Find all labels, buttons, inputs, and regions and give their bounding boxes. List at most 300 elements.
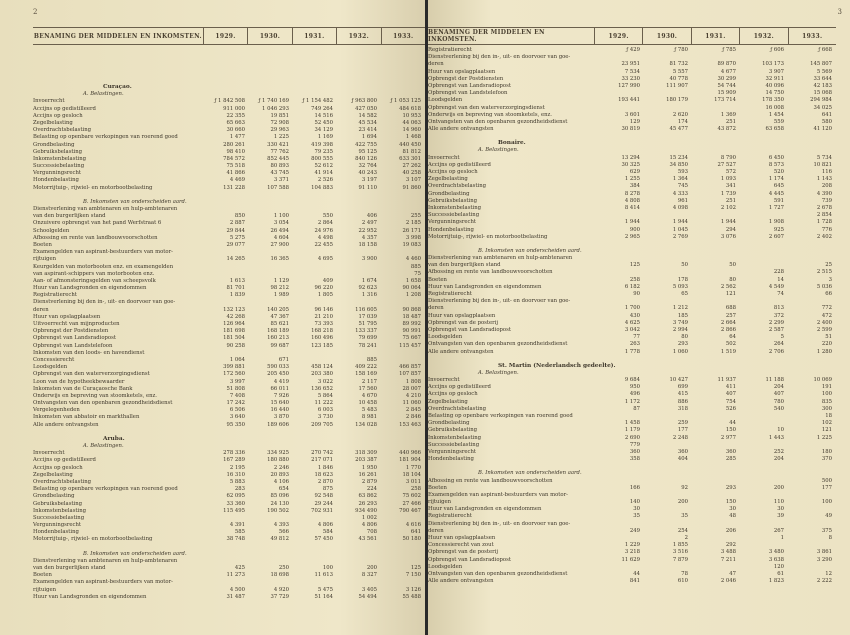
row-value: 754 <box>725 398 736 405</box>
row-value: 78 241 <box>358 342 377 349</box>
row-value: 2 854 <box>816 212 832 219</box>
row-label: Opbrengst van Landstelefoon <box>33 342 113 349</box>
row-value: 285 <box>725 456 736 463</box>
row-value: 116 <box>821 169 832 175</box>
row-value <box>644 105 692 112</box>
row-value: 18 698 <box>270 572 289 579</box>
row-value: 772 <box>821 305 832 312</box>
row-value: 32 911 <box>765 75 784 82</box>
table-row <box>428 262 836 269</box>
row-value <box>788 54 836 61</box>
row-label: Overdrachtsbelasting <box>33 478 92 485</box>
row-value: 16 008 <box>765 104 784 111</box>
row-value: 10 427 <box>669 377 688 384</box>
row-value <box>293 515 337 522</box>
row-value: 2 678 <box>816 204 832 211</box>
row-value: 52 450 <box>314 119 333 126</box>
row-value: 30 <box>633 506 640 513</box>
row-value: 1 944 <box>624 219 640 226</box>
row-value: 559 <box>773 118 784 125</box>
row-label: deren <box>428 61 444 68</box>
row-label: Onderwijs en bepreving van stoomketels, enz. <box>428 111 552 118</box>
row-value: 375 <box>821 527 832 534</box>
row-value: 54 494 <box>358 593 377 600</box>
table-row <box>428 47 836 54</box>
row-value: 688 <box>725 305 736 312</box>
row-value <box>205 350 249 357</box>
subsection-title: B. Inkomsten van onderscheiden aard. <box>478 470 582 477</box>
row-value <box>692 105 740 112</box>
row-value: 4 549 <box>768 283 784 290</box>
header-year: 1932. <box>336 28 380 44</box>
row-value: 3 516 <box>672 549 688 556</box>
row-label: Vergunningsrecht <box>428 219 477 226</box>
table-row <box>428 571 836 578</box>
row-value: 4 806 <box>361 522 377 529</box>
row-label: Loodsgelden <box>428 563 463 570</box>
row-value: 779 <box>629 441 640 448</box>
row-label: Dienstverlening bij den in-, uit- en doorvoer van goe- <box>33 299 176 306</box>
row-value: 1 174 <box>768 176 784 183</box>
row-label: van den burgerlijken stand <box>428 262 501 269</box>
row-value <box>249 271 293 278</box>
row-label: Huur van Landsgronden en eigendommen <box>428 506 542 513</box>
row-value: 7 150 <box>405 572 421 579</box>
row-value: 292 <box>725 542 736 549</box>
table-body <box>33 84 425 601</box>
row-value: 54 744 <box>717 82 736 89</box>
row-value: 5 883 <box>229 478 245 485</box>
table-row <box>33 393 425 400</box>
row-value: 1 658 <box>405 277 421 284</box>
row-value: 526 <box>725 405 736 412</box>
row-value: 11 273 <box>226 572 245 579</box>
row-value: 190 502 <box>267 507 289 514</box>
row-value: 200 <box>677 499 688 506</box>
row-value: 193 441 <box>618 97 640 104</box>
row-value <box>644 442 692 449</box>
row-value: 180 880 <box>267 457 289 464</box>
row-value: 407 <box>773 391 784 398</box>
row-value: 1 839 <box>229 292 245 299</box>
row-value: 50 180 <box>402 536 421 543</box>
table-row <box>33 142 425 149</box>
row-value: 259 <box>677 420 688 427</box>
row-value: 134 028 <box>355 421 377 428</box>
row-value: 404 <box>677 456 688 463</box>
row-value: 6 450 <box>768 154 784 161</box>
row-value <box>381 249 425 256</box>
row-value: 654 <box>278 486 289 493</box>
row-label: Grondbelasting <box>428 420 470 427</box>
row-value: 1 255 <box>624 176 640 183</box>
row-value <box>205 558 249 565</box>
row-value <box>205 264 249 271</box>
row-label: Boeten <box>33 241 52 248</box>
row-value: 1 739 <box>720 190 736 197</box>
row-value: 264 <box>773 341 784 348</box>
row-value: 13 294 <box>621 154 640 161</box>
row-value: 75 518 <box>226 163 245 170</box>
row-value: 18 <box>825 413 832 419</box>
row-value <box>205 579 249 586</box>
row-value <box>644 478 692 485</box>
row-label: Accijns op gedistilleerd <box>428 161 491 168</box>
row-value: 7 211 <box>720 556 736 563</box>
header-year: 1931. <box>691 28 739 44</box>
row-label: rijtuigen <box>33 256 57 263</box>
row-value: 5 864 <box>317 392 333 399</box>
row-value: 3 <box>828 276 832 283</box>
row-label: Opbrengst van Landsradiopost <box>428 556 511 563</box>
row-value: 37 729 <box>270 593 289 600</box>
row-value: 1 212 <box>672 305 688 312</box>
row-value: 440 966 <box>399 450 421 457</box>
row-value: ƒ 668 <box>818 47 832 53</box>
row-value: 520 <box>773 169 784 175</box>
row-value: 911 000 <box>223 105 245 112</box>
row-value: 48 <box>729 513 736 520</box>
row-value: 42 268 <box>226 313 245 320</box>
table-row <box>428 513 836 520</box>
row-value: 409 222 <box>355 364 377 371</box>
row-value: 358 <box>629 456 640 463</box>
row-value: 4 106 <box>273 478 289 485</box>
row-value: 100 <box>821 499 832 506</box>
row-label: Inkomsten van abbatoir en markthallen <box>33 414 140 421</box>
row-label: Inkomsten van den loods- en havendienst <box>33 349 145 356</box>
row-value: 16 440 <box>270 407 289 414</box>
section-title: Curaçao. <box>103 84 132 90</box>
table-body <box>428 47 836 585</box>
row-value: 7 926 <box>273 392 289 399</box>
row-value: 3 480 <box>768 549 784 556</box>
row-value <box>381 579 425 586</box>
row-value: 4 677 <box>720 68 736 75</box>
row-value: 115 457 <box>399 342 421 349</box>
row-value <box>596 90 644 97</box>
row-label: Ontvangsten van den openbaren gezondheidsdienst <box>428 118 568 125</box>
row-value: 34 129 <box>314 127 333 134</box>
table-row <box>428 542 836 549</box>
row-value: 40 096 <box>765 82 784 89</box>
table-row <box>428 549 836 556</box>
row-label: Aan- of afmonsteringsgelden van scheepsvolk <box>33 277 156 284</box>
row-label: rijtuigen <box>428 499 452 506</box>
row-label: van aspirant-schippers van motorbooten enz. <box>33 270 155 277</box>
row-value: 293 <box>725 484 736 491</box>
row-value: 17 242 <box>226 400 245 407</box>
row-value: 1 778 <box>624 348 640 355</box>
row-value <box>205 206 249 213</box>
row-value <box>692 413 740 420</box>
row-value <box>692 521 740 528</box>
row-value: 1 950 <box>361 464 377 471</box>
row-value: 360 <box>629 448 640 455</box>
table-row <box>33 271 425 278</box>
row-value: 950 <box>629 384 640 391</box>
row-value <box>249 299 293 306</box>
row-value: 1 002 <box>361 514 377 521</box>
spacer <box>428 133 836 140</box>
table-header <box>428 27 836 45</box>
row-value: 51 795 <box>358 321 377 327</box>
row-label: Ontvangsten van den openbaren gezondheidsdienst <box>428 341 568 348</box>
row-value: 411 <box>725 384 736 391</box>
row-value: 27 527 <box>717 161 736 168</box>
row-value: 263 <box>629 341 640 348</box>
row-label: van den burgerlijken stand <box>33 565 106 571</box>
row-value: 360 <box>725 448 736 455</box>
row-value: 18 487 <box>402 313 421 320</box>
table-row <box>428 61 836 68</box>
row-value: 185 <box>677 312 688 319</box>
page-number: 3 <box>837 8 842 16</box>
row-value <box>644 212 692 219</box>
table-row <box>428 155 836 162</box>
row-label: Vergunningsrecht <box>428 448 477 455</box>
row-value: 900 <box>629 226 640 233</box>
row-value: 14 516 <box>314 112 333 119</box>
row-value: 749 264 <box>311 105 333 112</box>
row-value: 330 421 <box>267 141 289 148</box>
row-value <box>740 442 788 449</box>
row-value: 2 864 <box>317 220 333 227</box>
table-row <box>428 76 836 83</box>
row-value: 104 883 <box>311 184 333 191</box>
table-row <box>33 594 425 601</box>
row-value: 1 823 <box>768 578 784 585</box>
table-row <box>428 291 836 298</box>
row-value: 5 557 <box>672 68 688 75</box>
row-value: 4 390 <box>816 190 832 197</box>
row-value: 92 548 <box>314 493 333 500</box>
table-row <box>33 472 425 479</box>
row-label: Accijns op gesloch <box>33 112 83 119</box>
row-value: 205 450 <box>267 371 289 378</box>
row-value: 593 <box>677 169 688 175</box>
row-value: 181 504 <box>223 335 245 342</box>
row-value: 77 762 <box>270 148 289 155</box>
row-value: 1 093 <box>720 176 736 183</box>
table-row <box>33 536 425 543</box>
row-value: 79 235 <box>314 148 333 155</box>
row-value: 406 <box>366 213 377 220</box>
row-value: 3 126 <box>405 586 421 593</box>
row-value <box>740 298 788 305</box>
row-value: 4 333 <box>672 190 688 197</box>
row-value: 85 621 <box>270 321 289 327</box>
row-value: 2 706 <box>768 348 784 355</box>
row-label: Gebruiksbelasting <box>428 197 478 204</box>
row-value: 4 445 <box>768 190 784 197</box>
row-value: 150 <box>725 499 736 506</box>
row-value: 1 046 293 <box>262 105 289 112</box>
row-value <box>644 521 692 528</box>
table-row <box>428 198 836 205</box>
row-value: 115 495 <box>223 507 245 514</box>
row-value: 2 195 <box>229 464 245 471</box>
row-value: 278 336 <box>223 450 245 457</box>
row-value <box>788 442 836 449</box>
table-row <box>428 105 836 112</box>
table-row <box>33 220 425 227</box>
row-value: 168 218 <box>311 328 333 335</box>
row-value: 1 225 <box>273 134 289 141</box>
row-value: 2 185 <box>405 220 421 227</box>
row-value: 55 488 <box>402 593 421 600</box>
row-value: 251 <box>725 118 736 125</box>
row-value: 136 652 <box>311 385 333 392</box>
row-value: 204 <box>773 456 784 463</box>
row-value: 4 098 <box>672 204 688 211</box>
row-value: 641 <box>821 111 832 118</box>
row-value: 419 398 <box>311 141 333 148</box>
row-value: 2 515 <box>816 269 832 276</box>
row-value: 107 588 <box>267 184 289 191</box>
header-label: BENAMING DER MIDDELEN EN INKOMSTEN. <box>33 32 202 40</box>
row-label: Hondenbelasting <box>428 226 474 233</box>
row-value <box>381 357 425 364</box>
row-value: 1 064 <box>229 356 245 363</box>
row-label: Huur van opslagplaatsen <box>428 535 496 541</box>
table-row <box>428 334 836 341</box>
row-label: Afbossing en rente van landbouwvoorschotten <box>428 477 553 484</box>
table-row <box>428 277 836 284</box>
row-value: 18 104 <box>402 471 421 478</box>
row-label: Keurgelden van motorbooten enz. en examengelden <box>33 263 174 270</box>
row-value: 29 963 <box>270 127 289 134</box>
row-value: 5 569 <box>816 68 832 75</box>
spacer <box>33 429 425 436</box>
row-value: 15 068 <box>813 90 832 97</box>
table-row <box>33 529 425 536</box>
row-value: 294 <box>725 226 736 233</box>
row-value: 23 414 <box>358 127 377 134</box>
row-value: 1 454 <box>768 111 784 118</box>
row-value: 96 146 <box>314 306 333 313</box>
row-label: Huur van opslagplaatsen <box>428 312 496 319</box>
row-value: 4 604 <box>273 234 289 241</box>
table-row <box>428 564 836 571</box>
row-value: 51 808 <box>226 385 245 392</box>
row-value: 835 <box>821 398 832 405</box>
row-value: 35 <box>633 513 640 520</box>
row-value <box>205 249 249 256</box>
header-year: 1933. <box>381 28 425 44</box>
row-value <box>644 413 692 420</box>
row-value: 1 477 <box>229 134 245 141</box>
row-value: 16 310 <box>226 471 245 478</box>
row-value: 3 488 <box>720 549 736 556</box>
row-value: 540 <box>773 405 784 412</box>
row-value: 633 301 <box>399 155 421 162</box>
row-label: Boeten <box>428 276 447 283</box>
row-value: 120 <box>773 563 784 570</box>
row-label: Inkomstenbelasting <box>428 204 482 211</box>
row-value: 270 742 <box>311 450 333 457</box>
row-value: 8 278 <box>624 190 640 197</box>
table-row <box>33 278 425 285</box>
table-row <box>428 90 836 97</box>
row-value: 1 045 <box>672 226 688 233</box>
row-label: Opbrengst van Landsradiopost <box>428 326 511 333</box>
table-row <box>428 219 836 226</box>
row-value: 572 <box>725 169 736 175</box>
row-value: 129 <box>629 118 640 125</box>
row-value: 1 208 <box>405 292 421 299</box>
row-value: 208 <box>821 183 832 190</box>
table-row <box>428 176 836 183</box>
row-value: 550 <box>322 213 333 220</box>
table-row <box>428 298 836 305</box>
subsection-title: A. Belastingen. <box>83 443 124 449</box>
row-value: 17 039 <box>358 313 377 320</box>
row-value: 91 860 <box>402 184 421 191</box>
row-value: 90 <box>633 291 640 297</box>
row-value: 65 663 <box>226 119 245 126</box>
row-value: 258 <box>629 276 640 283</box>
row-value: 1 458 <box>624 420 640 427</box>
row-value: 3 638 <box>768 556 784 563</box>
row-label: Opbrengst van den waterverzorgingsdienst <box>428 104 545 111</box>
table-row <box>33 285 425 292</box>
row-value: 360 <box>677 448 688 455</box>
row-value <box>337 350 381 357</box>
row-value: 2 526 <box>317 177 333 184</box>
right-page <box>428 0 850 635</box>
row-value: 40 258 <box>402 170 421 177</box>
row-value <box>740 420 788 427</box>
header-year: 1929. <box>203 28 247 44</box>
row-value: 2 599 <box>816 326 832 333</box>
row-value: 3 076 <box>720 233 736 240</box>
row-value: 1 225 <box>816 434 832 441</box>
table-row <box>33 371 425 378</box>
row-value: 1 129 <box>273 277 289 284</box>
row-value: 33 644 <box>813 75 832 82</box>
row-value: 2 879 <box>361 478 377 485</box>
table-row <box>33 457 425 464</box>
row-value <box>644 255 692 262</box>
row-value: 27 262 <box>402 163 421 170</box>
spacer <box>33 544 425 551</box>
row-label: Overdrachtsbelasting <box>33 127 92 134</box>
table-row <box>33 134 425 141</box>
row-value: 3 997 <box>229 378 245 385</box>
row-value: 125 <box>629 262 640 269</box>
row-value: 10 069 <box>813 377 832 384</box>
row-value: 209 705 <box>311 421 333 428</box>
table-row <box>428 435 836 442</box>
row-value: 91 110 <box>358 184 377 191</box>
row-value: 131 228 <box>223 184 245 191</box>
row-label: Accijns op gedistilleerd <box>33 105 96 112</box>
table-row <box>33 264 425 271</box>
table-row <box>428 499 836 506</box>
row-value: 30 325 <box>621 161 640 168</box>
row-value: 166 <box>629 484 640 491</box>
table-row <box>428 506 836 513</box>
row-value: 745 <box>677 183 688 190</box>
table-row <box>428 97 836 104</box>
row-value: 590 033 <box>267 364 289 371</box>
row-value: 44 <box>633 570 640 577</box>
row-value <box>788 506 836 513</box>
row-value: 34 850 <box>669 161 688 168</box>
row-value: 30 <box>777 506 784 513</box>
row-value: 739 <box>821 197 832 204</box>
